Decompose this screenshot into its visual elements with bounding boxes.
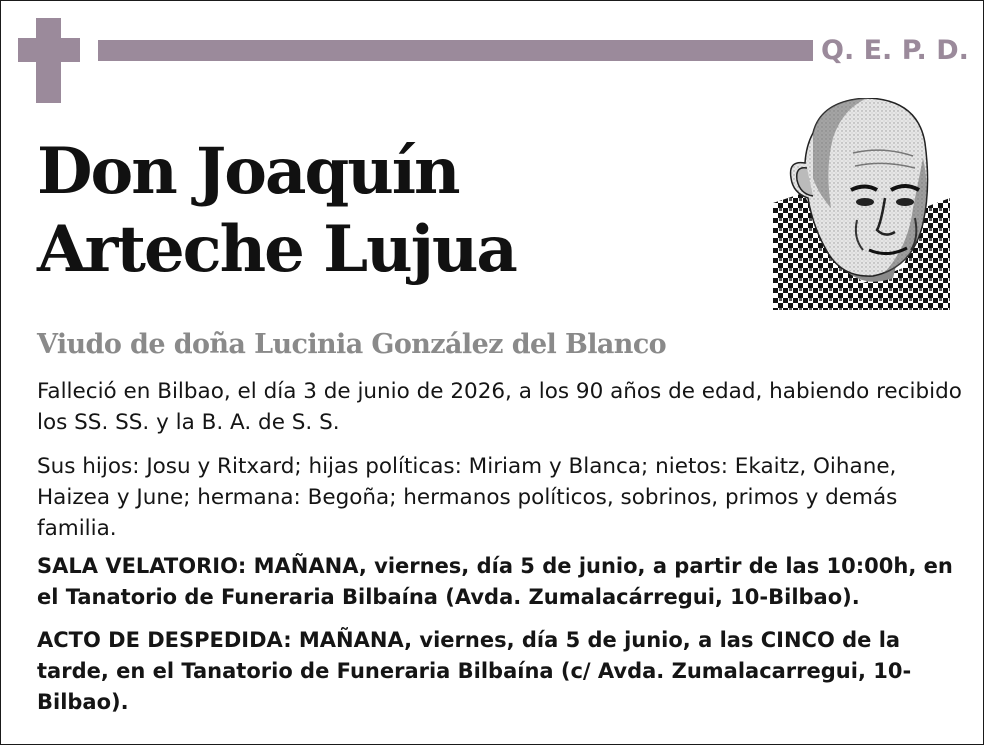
farewell-info-text: ACTO DE DESPEDIDA: MAÑANA, viernes, día 5 de junio, a las CINCO de la tarde, en el Tanatorio de Funeraria Bilbaína (c/ Avda. Zumalacarregui, 10-Bilbao).	[37, 628, 912, 714]
header-bar	[98, 40, 813, 61]
deceased-name	[37, 133, 516, 289]
cross-icon	[18, 18, 80, 103]
wake-info-text: SALA VELATORIO: MAÑANA, viernes, día 5 de junio, a partir de las 10:00h, en el Tanatorio de Funeraria Bilbaína (Avda. Zumalacárregui, 10-Bilbao).	[37, 554, 953, 609]
deceased-name-line1: Don Joaquín	[37, 134, 459, 209]
widow-of-line: Viudo de doña Lucinia González del Blanco	[37, 329, 667, 360]
deceased-name-line2: Arteche Lujua	[37, 212, 516, 287]
death-notice-text: Falleció en Bilbao, el día 3 de junio de 2026, a los 90 años de edad, habiendo recibido los SS. SS. y la B. A. de S. S.	[37, 379, 962, 435]
family-text: Sus hijos: Josu y Ritxard; hijas políticas: Miriam y Blanca; nietos: Ekaitz, Oihane, Haizea y June; hermana: Begoña; hermanos políticos, sobrinos, primos y demás familia.	[37, 454, 898, 541]
cross-horizontal	[18, 38, 80, 62]
qepd-label: Q. E. P. D.	[821, 35, 969, 66]
portrait-photo	[773, 98, 950, 310]
